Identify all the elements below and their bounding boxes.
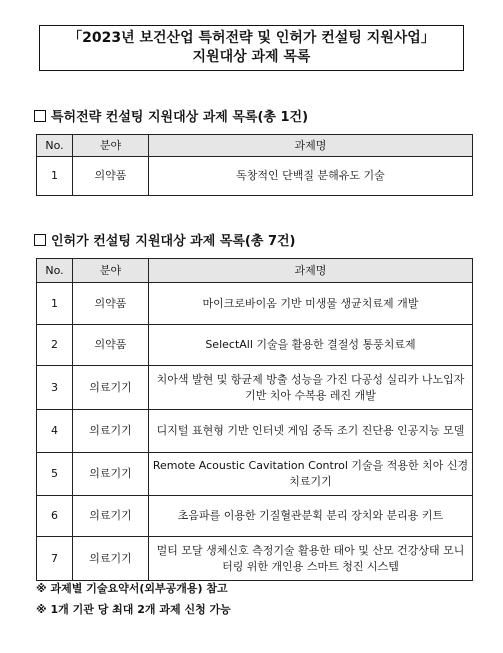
row-title: 디지털 표현형 기반 인터넷 게임 중독 조기 진단용 인공지능 모델 bbox=[149, 410, 473, 453]
row-category: 의료기기 bbox=[73, 496, 149, 537]
row-title: 마이크로바이옴 기반 미생물 생균치료제 개발 bbox=[149, 283, 473, 325]
header-category: 분야 bbox=[73, 259, 149, 283]
row-no: 2 bbox=[37, 325, 73, 366]
row-category: 의료기기 bbox=[73, 453, 149, 496]
row-no: 1 bbox=[37, 283, 73, 325]
patent-strategy-table bbox=[36, 134, 473, 196]
row-no: 1 bbox=[37, 157, 73, 196]
table-header-row bbox=[37, 259, 473, 283]
section2-heading bbox=[34, 230, 296, 249]
row-no: 6 bbox=[37, 496, 73, 537]
row-category: 의약품 bbox=[73, 325, 149, 366]
row-category: 의료기기 bbox=[73, 537, 149, 581]
table-row bbox=[37, 283, 473, 325]
header-title: 과제명 bbox=[149, 135, 473, 157]
row-title: 독창적인 단백질 분해유도 기술 bbox=[149, 157, 473, 196]
document-title-line1: 「2023년 보건산업 특허전략 및 인허가 컨설팅 지원사업」 bbox=[68, 30, 435, 46]
row-category: 의약품 bbox=[73, 283, 149, 325]
header-title: 과제명 bbox=[149, 259, 473, 283]
row-no: 7 bbox=[37, 537, 73, 581]
table-row bbox=[37, 366, 473, 410]
row-title: Remote Acoustic Cavitation Control 기술을 적용한 치아 신경치료기기 bbox=[149, 453, 473, 496]
row-no: 5 bbox=[37, 453, 73, 496]
licensing-table bbox=[36, 258, 473, 581]
table-row bbox=[37, 453, 473, 496]
row-no: 3 bbox=[37, 366, 73, 410]
document-title-box bbox=[39, 25, 464, 71]
document-title-line2: 지원대상 과제 목록 bbox=[192, 49, 311, 65]
section1-heading bbox=[34, 106, 308, 125]
square-bullet-icon bbox=[34, 234, 46, 246]
row-category: 의약품 bbox=[73, 157, 149, 196]
row-title: 치아색 발현 및 항균제 방출 성능을 가진 다공성 실리카 나노입자 기반 치아 수복용 레진 개발 bbox=[149, 366, 473, 410]
table-row bbox=[37, 325, 473, 366]
row-title: 멀티 모달 생체신호 측정기술 활용한 태아 및 산모 건강상태 모니터링 위한 개인용 스마트 청진 시스템 bbox=[149, 537, 473, 581]
footnote-limit: ※ 1개 기관 당 최대 2개 과제 신청 가능 bbox=[36, 603, 231, 616]
header-category: 분야 bbox=[73, 135, 149, 157]
table-row bbox=[37, 157, 473, 196]
row-no: 4 bbox=[37, 410, 73, 453]
header-no: No. bbox=[37, 135, 73, 157]
footnote-summary: ※ 과제별 기술요약서(외부공개용) 참고 bbox=[36, 582, 228, 595]
table-row bbox=[37, 537, 473, 581]
table-row bbox=[37, 496, 473, 537]
table-header-row bbox=[37, 135, 473, 157]
row-category: 의료기기 bbox=[73, 410, 149, 453]
table-row bbox=[37, 410, 473, 453]
row-title: SelectAll 기술을 활용한 결절성 통풍치료제 bbox=[149, 325, 473, 366]
section2-heading-text: 인허가 컨설팅 지원대상 과제 목록(총 7건) bbox=[51, 234, 296, 249]
row-title: 초음파를 이용한 기질혈관분획 분리 장치와 분리용 키트 bbox=[149, 496, 473, 537]
row-category: 의료기기 bbox=[73, 366, 149, 410]
section1-heading-text: 특허전략 컨설팅 지원대상 과제 목록(총 1건) bbox=[51, 110, 309, 125]
header-no: No. bbox=[37, 259, 73, 283]
square-bullet-icon bbox=[34, 110, 46, 122]
